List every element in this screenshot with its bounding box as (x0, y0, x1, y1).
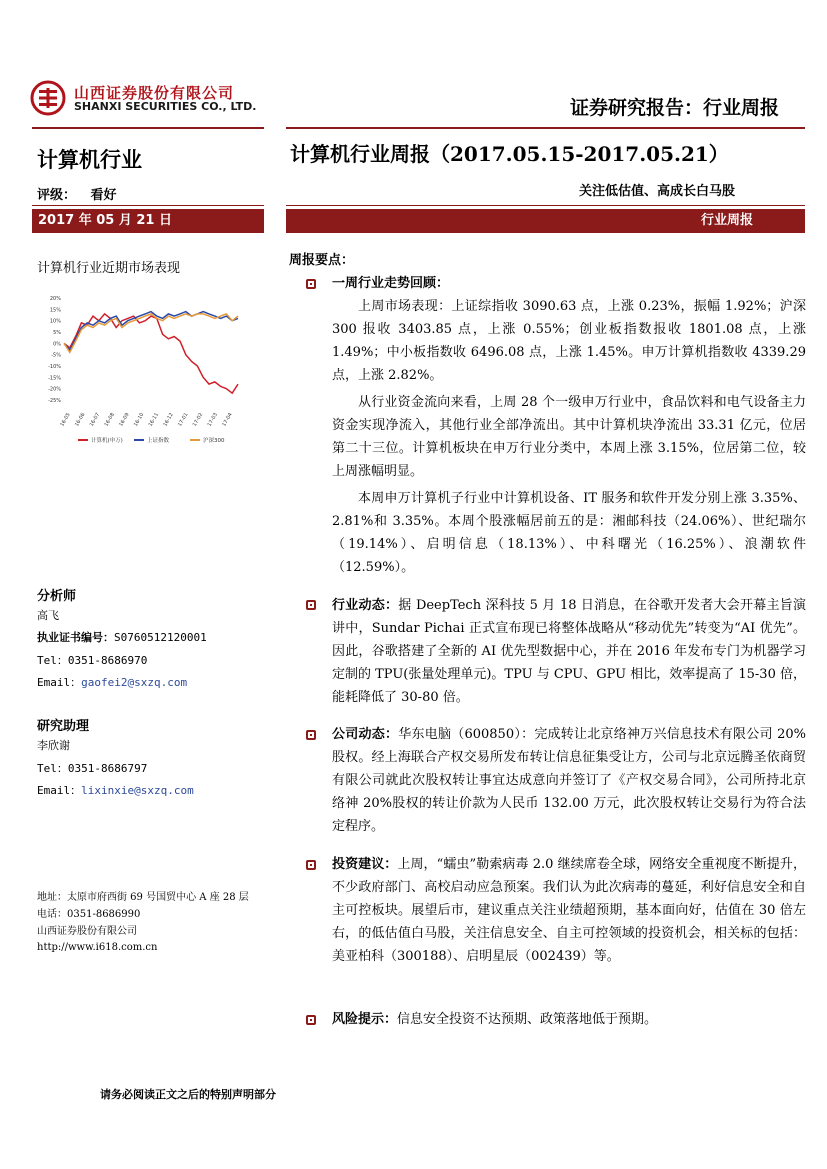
market-performance-paragraph: 上周市场表现：上证综指收 3090.63 点，上涨 0.23%，振幅 1.92%；沪深 300 报收 3403.85 点，上涨 0.55%；创业板指数报收 1801.08 点，上涨 1.49%；中小板指数收 6496.08 点，上涨 1.45%。申万计算机指数收 4339.29 点，上涨 2.82%。 (332, 299, 806, 383)
assistant-email-line (37, 782, 194, 798)
company-website-link[interactable]: http://www.i618.com.cn (37, 942, 158, 953)
subtitle-rule (286, 205, 805, 206)
x-tick-label: 17-02 (191, 412, 205, 428)
x-tick-label: 17-04 (221, 412, 234, 428)
sub-industry-paragraph: 本周申万计算机子行业中计算机设备、IT 服务和软件开发分别上涨 3.35%、2.81%和 3.35%。本周个股涨幅居前五的是：湘邮科技（24.06%）、世纪瑞尔（19.14%）、启明信息（18.13%）、中科曙光（16.25%）、浪潮软件（12.59%）。 (332, 491, 806, 575)
x-tick-label: 16-11 (147, 412, 161, 428)
bullet-weekly-review (332, 272, 806, 295)
y-tick-label: 0% (53, 341, 61, 348)
company-address: 地址：太原市府西街 69 号国贸中心 A 座 28 层 (37, 892, 249, 903)
bullet-company-news (332, 723, 806, 838)
bullet-title: 风险提示： (332, 1012, 398, 1027)
bullet-text: 上周，“蠕虫”勒索病毒 2.0 继续席卷全球，网络安全重视度不断提升，不少政府部门、高校启动应急预案。我们认为此次病毒的蔓延，利好信息安全和自主可控板块。展望后市，建议重点关注业绩超预期，基本面向好，估值在 30 倍左右，的低估值白马股，关注信息安全、自主可控领域的投资机会，相关标的包括：美亚柏科（300188）、启明星辰（002439）等。 (332, 857, 806, 964)
legend-label: 上证指数 (147, 438, 170, 444)
bullet-title: 行业动态： (332, 598, 399, 613)
assistant-name: 李欣谢 (37, 739, 70, 752)
report-subtitle: 关注低估值、高成长白马股 (578, 184, 735, 199)
section-bar: 行业周报 (286, 209, 805, 233)
bullet-text: 信息安全投资不达预期、政策落地低于预期。 (397, 1012, 658, 1027)
y-tick-label: 5% (53, 330, 61, 336)
company-name-cn: 山西证券股份有限公司 (74, 84, 235, 102)
x-tick-label: 16-06 (73, 412, 87, 428)
x-tick-label: 16-10 (132, 412, 146, 428)
x-tick-label: 16-08 (103, 412, 116, 428)
bullet-icon (306, 860, 316, 870)
bullet-text: 华东电脑（600850）：完成转让北京络神万兴信息技术有限公司 20%股权。经上海联合产权交易所发布转让信息征集受让方，公司与北京远腾圣依商贸有限公司就此次股权转让事宜达成意向并签订了《产权交易合同》，公司所持北京络神 20%股权的转让价款为人民币 132.00 万元，此次股权转让交易行为符合法定程序。 (332, 727, 806, 834)
company-logo-icon (30, 80, 66, 116)
x-tick-label: 16-05 (59, 412, 72, 428)
assistant-email-link[interactable]: lixinxie@sxzq.com (81, 784, 194, 797)
x-tick-label: 16-07 (88, 412, 102, 428)
y-tick-label: -10% (48, 364, 61, 370)
analyst-tel: Tel：0351-8686970 (37, 654, 148, 667)
x-tick-label: 16-12 (162, 412, 175, 428)
analyst-name: 高飞 (37, 609, 59, 622)
bullet-icon (306, 279, 316, 289)
bullet-investment-advice (332, 853, 806, 968)
company-phone: 电话：0351-8686990 (37, 909, 141, 920)
y-tick-label: 20% (49, 296, 61, 302)
bullet-title: 一周行业走势回顾： (332, 276, 450, 291)
x-tick-label: 16-09 (118, 412, 131, 428)
y-tick-label: -20% (48, 386, 61, 393)
disclaimer-note: 请务必阅读正文之后的特别声明部分 (100, 1088, 276, 1101)
legend-label: 计算机(申万) (91, 438, 123, 444)
rating (37, 184, 117, 203)
date-bar: 2017 年 05 月 21 日 (32, 209, 264, 233)
report-type: 证券研究报告：行业周报 (569, 97, 779, 119)
y-tick-label: -25% (48, 398, 61, 404)
analyst-email-link[interactable]: gaofei2@sxzq.com (81, 676, 188, 689)
cert-value: S0760512120001 (114, 631, 207, 644)
analyst-heading: 分析师 (37, 589, 77, 604)
bullet-title: 公司动态： (332, 727, 399, 742)
bullet-risk-warning (332, 1008, 806, 1031)
rating-rule (32, 205, 264, 206)
y-tick-label: 15% (49, 307, 61, 314)
bullet-title: 投资建议： (332, 857, 398, 872)
fund-flow-paragraph: 从行业资金流向来看，上周 28 个一级申万行业中，食品饮料和电气设备主力资金实现净流入，其他行业全部净流出。其中计算机块净流出 33.31 亿元，位居第二十三位。计算机板块在申万行业分类中，本周上涨 3.15%，位居第二位，较上周涨幅明显。 (332, 395, 806, 479)
legend-label: 沪深300 (203, 438, 225, 444)
assistant-heading: 研究助理 (37, 719, 90, 734)
company-name-footer: 山西证券股份有限公司 (37, 926, 137, 937)
email-label: Email： (37, 784, 82, 797)
y-tick-label: 10% (49, 318, 61, 325)
y-tick-label: -15% (48, 375, 61, 382)
market-performance-chart (38, 290, 260, 460)
summary-heading: 周报要点： (289, 253, 355, 268)
company-name-en: SHANXI SECURITIES CO., LTD. (74, 100, 257, 113)
y-tick-label: -5% (51, 352, 61, 359)
header-rule (286, 127, 805, 129)
bullet-icon (306, 730, 316, 740)
bullet-text: 据 DeepTech 深科技 5 月 18 日消息，在谷歌开发者大会开幕主旨演讲中，Sundar Pichai 正式宣布现已将整体战略从“移动优先”转变为“AI 优先”。因此，谷歌搭建了全新的 AI 优先型数据中心，并在 2016 年发布专门为机器学习定制的 TPU(张量处理单元)。TPU 与 CPU、GPU 相比，效率提高了 15-30 倍，能耗降低了 30-80 倍。 (332, 598, 806, 705)
x-tick-label: 17-03 (206, 412, 220, 428)
assistant-tel: Tel：0351-8686797 (37, 762, 148, 775)
header-rule-left (32, 127, 264, 129)
bullet-icon (306, 600, 316, 610)
bullet-industry-news (332, 594, 806, 709)
bullet-icon (306, 1015, 316, 1025)
analyst-cert (37, 629, 207, 645)
cert-label: 执业证书编号： (37, 631, 114, 644)
market-performance-title: 计算机行业近期市场表现 (37, 261, 181, 276)
email-label: Email： (37, 676, 82, 689)
analyst-email-line (37, 674, 187, 690)
industry-title: 计算机行业 (37, 148, 142, 172)
rating-value: 看好 (90, 188, 117, 203)
main-title: 计算机行业周报（2017.05.15-2017.05.21） (290, 142, 729, 166)
x-tick-label: 17-01 (177, 412, 190, 428)
rating-label: 评级： (37, 188, 77, 203)
